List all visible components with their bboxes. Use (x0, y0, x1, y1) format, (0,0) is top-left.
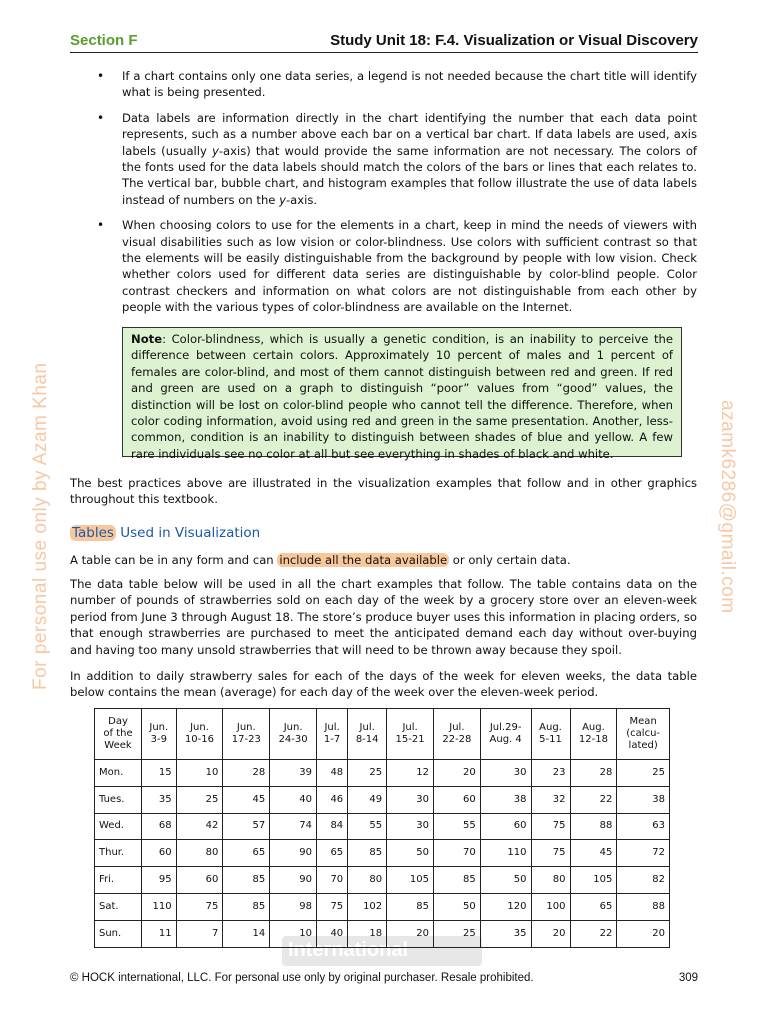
sales-cell: 49 (348, 786, 387, 813)
sales-cell: 28 (223, 760, 270, 787)
note-text: : Color-blindness, which is usually a genetic condition, is an inability to perceive the difference between certain colors. Approximately 10 percent of males and 1 percent of females are color-blind, and most of them cannot distinguish between red and green. If red and green are used on a graph to distinguish “poor” values from “good” values, the distinction will be lost on color-blind people who cannot tell the difference. Therefore, when color coding information, avoid using red and green in the same presentation. Another, less-common, condition is an inability to distinguish between shades of blue and yellow. A few rare individuals see no color at all but see everything in shades of black and white. (131, 332, 673, 461)
sales-cell: 50 (387, 840, 434, 867)
header-rule (70, 52, 698, 53)
header-line: Jun. (190, 722, 209, 733)
header-week (270, 709, 317, 760)
mean-cell: 63 (617, 813, 670, 840)
strawberry-sales-table (94, 708, 670, 948)
best-practices-list (94, 68, 697, 325)
header-week (433, 709, 480, 760)
header-mean (617, 709, 670, 760)
sales-cell: 88 (570, 813, 617, 840)
header-line: Jul. (324, 722, 340, 733)
footer-copyright: © HOCK international, LLC. For personal use only by original purchaser. Resale prohibited. (70, 972, 534, 984)
sales-cell: 74 (270, 813, 317, 840)
sales-cell: 50 (433, 893, 480, 920)
mean-cell: 25 (617, 760, 670, 787)
sales-cell: 85 (387, 893, 434, 920)
header-line: Aug. (582, 722, 605, 733)
table-row (95, 760, 670, 787)
background-logo-text: International (288, 939, 409, 961)
sales-cell: 32 (531, 786, 570, 813)
sales-cell: 60 (433, 786, 480, 813)
sales-cell: 35 (480, 920, 531, 947)
header-line: (calcu- (626, 728, 661, 739)
section-label: Section F (70, 32, 138, 49)
header-week (223, 709, 270, 760)
sales-cell: 42 (176, 813, 223, 840)
sales-cell: 20 (531, 920, 570, 947)
row-day-label: Fri. (95, 867, 142, 894)
header-week (570, 709, 617, 760)
table-row (95, 840, 670, 867)
page-header (70, 32, 698, 54)
sales-cell: 75 (176, 893, 223, 920)
sales-cell: 10 (270, 920, 317, 947)
sales-cell: 65 (570, 893, 617, 920)
sales-cell: 80 (348, 867, 387, 894)
sales-cell: 22 (570, 786, 617, 813)
bullet-text-part: Data labels are information directly in the chart identifying the number that each data point represents, such as a number above each bar on a vertical bar chart. If data labels are used, axis labels (usually (122, 110, 697, 158)
header-week (176, 709, 223, 760)
sales-cell: 35 (142, 786, 177, 813)
sales-cell: 15 (142, 760, 177, 787)
header-week (142, 709, 177, 760)
sales-cell: 60 (480, 813, 531, 840)
watermark-personal-use: For personal use only by Azam Khan (30, 362, 51, 690)
mean-cell: 72 (617, 840, 670, 867)
sales-cell: 70 (433, 840, 480, 867)
header-line: Mean (629, 716, 657, 727)
sales-cell: 90 (270, 867, 317, 894)
mean-cell: 82 (617, 867, 670, 894)
header-week (348, 709, 387, 760)
sales-cell: 85 (348, 840, 387, 867)
sales-cell: 48 (317, 760, 348, 787)
para-data-table: The data table below will be used in all the chart examples that follow. The table contains data on the number of pounds of strawberries sold on each day of the week by a grocery store over an eleven-week period from June 3 through August 18. The store’s produce buyer uses this information in placing orders, so that enough strawberries are purchased to meet the anticipated demand each day without over-buying and having too many unsold strawberries that will need to be thrown away because they spoil. (70, 577, 697, 657)
sales-cell: 18 (348, 920, 387, 947)
bullet-italic-y: y (279, 192, 286, 207)
sales-cell: 105 (387, 867, 434, 894)
sales-cell: 65 (317, 840, 348, 867)
page-number: 309 (678, 972, 698, 984)
note-box (122, 327, 682, 461)
table-row (95, 893, 670, 920)
header-line: Jul. (402, 722, 418, 733)
study-unit-title: Study Unit 18: F.4. Visualization or Visual Discovery (330, 32, 698, 49)
para-table-forms (70, 552, 697, 568)
sales-cell: 38 (480, 786, 531, 813)
sales-cell: 68 (142, 813, 177, 840)
bullet-italic-y: y (211, 143, 219, 158)
sales-cell: 110 (142, 893, 177, 920)
sales-cell: 102 (348, 893, 387, 920)
sales-cell: 75 (531, 840, 570, 867)
bullet-colors (122, 217, 697, 315)
sales-cell: 39 (270, 760, 317, 787)
header-line: 1-7 (323, 734, 341, 745)
sales-cell: 46 (317, 786, 348, 813)
header-day-of-week (95, 709, 142, 760)
sales-cell: 40 (317, 920, 348, 947)
header-line: 22-28 (442, 734, 472, 745)
header-week (317, 709, 348, 760)
sales-cell: 105 (570, 867, 617, 894)
sales-cell: 95 (142, 867, 177, 894)
sales-cell: 11 (142, 920, 177, 947)
sales-cell: 84 (317, 813, 348, 840)
note-label: Note (131, 332, 163, 346)
mean-cell: 20 (617, 920, 670, 947)
para-mean: In addition to daily strawberry sales for each of the days of the week for eleven weeks, the data table below contains the mean (average) for each day of the week over the eleven-week period. (70, 669, 697, 700)
header-line: of the (103, 728, 133, 739)
row-day-label: Thur. (95, 840, 142, 867)
watermark-email: azamk6286@gmail.com (717, 400, 738, 614)
section-heading-highlight: Tables (72, 525, 114, 541)
table-row (95, 786, 670, 813)
header-line: 10-16 (184, 734, 214, 745)
mean-cell: 88 (617, 893, 670, 920)
mean-cell: 38 (617, 786, 670, 813)
sales-cell: 22 (570, 920, 617, 947)
header-line: 17-23 (231, 734, 261, 745)
table-header-row (95, 709, 670, 760)
table-row (95, 813, 670, 840)
header-week (387, 709, 434, 760)
row-day-label: Sat. (95, 893, 142, 920)
row-day-label: Wed. (95, 813, 142, 840)
header-line: Jul. (359, 722, 375, 733)
bullet-legend (122, 68, 697, 101)
header-line: Jul.29- (489, 722, 522, 733)
header-line: Jul. (449, 722, 465, 733)
sales-cell: 85 (223, 893, 270, 920)
sales-cell: 7 (176, 920, 223, 947)
sales-cell: 100 (531, 893, 570, 920)
sales-cell: 75 (531, 813, 570, 840)
header-line: Aug. 4 (489, 734, 522, 745)
section-heading (70, 525, 260, 541)
sales-cell: 25 (176, 786, 223, 813)
header-line: Jun. (283, 722, 303, 733)
sales-cell: 55 (433, 813, 480, 840)
sales-cell: 14 (223, 920, 270, 947)
sales-cell: 10 (176, 760, 223, 787)
sales-cell: 98 (270, 893, 317, 920)
header-line: Jun. (236, 722, 256, 733)
sales-cell: 110 (480, 840, 531, 867)
sales-cell: 25 (348, 760, 387, 787)
sales-cell: 90 (270, 840, 317, 867)
header-line: Aug. (539, 722, 562, 733)
sales-cell: 120 (480, 893, 531, 920)
header-line: Jun. (149, 722, 169, 733)
sales-cell: 45 (223, 786, 270, 813)
sales-cell: 30 (480, 760, 531, 787)
sales-cell: 20 (387, 920, 434, 947)
header-week (480, 709, 531, 760)
sales-cell: 80 (531, 867, 570, 894)
sales-cell: 30 (387, 813, 434, 840)
sales-cell: 60 (142, 840, 177, 867)
header-line: lated) (628, 740, 658, 751)
header-line: Day (108, 716, 128, 727)
para-table-highlight: include all the data available (279, 553, 448, 567)
bullet-colors-text: When choosing colors to use for the elements in a chart, keep in mind the needs of viewers with visual disabilities such as low vision or color-blindness. Use colors with sufficient contrast so that the elements will be easily distinguishable from the background by people with low vision. Check whether colors used for different data series are distinguishable by color-blind people. Color contrast checkers and information on what colors are not distinguishable from each other by people with the various types of color-blindness are available on the Internet. (122, 218, 697, 315)
sales-cell: 45 (570, 840, 617, 867)
sales-cell: 60 (176, 867, 223, 894)
table-body (95, 760, 670, 948)
table-row (95, 867, 670, 894)
bullet-text-part: -axis) that would provide the same information are not necessary. The colors of the fonts used for the data labels should match the colors of the bars or lines that each relates to. The vertical bar, bubble chart, and histogram examples that follow illustrate the use of data labels instead of numbers on the (122, 143, 697, 207)
header-line: 3-9 (150, 734, 167, 745)
sales-cell: 50 (480, 867, 531, 894)
header-week (531, 709, 570, 760)
sales-cell: 20 (433, 760, 480, 787)
row-day-label: Tues. (95, 786, 142, 813)
sales-cell: 75 (317, 893, 348, 920)
bullet-text-part: -axis. (286, 192, 318, 207)
sales-cell: 70 (317, 867, 348, 894)
header-line: 8-14 (355, 734, 379, 745)
sales-cell: 85 (223, 867, 270, 894)
header-line: 24-30 (278, 734, 308, 745)
sales-cell: 23 (531, 760, 570, 787)
sales-cell: 25 (433, 920, 480, 947)
header-line: 5-11 (539, 734, 562, 745)
sales-cell: 65 (223, 840, 270, 867)
bullet-legend-text: If a chart contains only one data series, a legend is not needed because the chart title will identify what is being presented. (122, 69, 697, 100)
para-table-post: or only certain data. (449, 553, 571, 567)
header-line: 15-21 (395, 734, 425, 745)
sales-cell: 40 (270, 786, 317, 813)
para-best-practices: The best practices above are illustrated in the visualization examples that follow and in other graphics throughout this textbook. (70, 476, 697, 507)
bullet-data-labels (122, 110, 697, 208)
sales-cell: 28 (570, 760, 617, 787)
sales-cell: 57 (223, 813, 270, 840)
section-heading-rest: Used in Visualization (115, 525, 261, 541)
table-row (95, 920, 670, 947)
sales-cell: 85 (433, 867, 480, 894)
sales-cell: 12 (387, 760, 434, 787)
header-line: 12-18 (578, 734, 608, 745)
sales-cell: 80 (176, 840, 223, 867)
header-line: Week (104, 740, 132, 751)
row-day-label: Mon. (95, 760, 142, 787)
row-day-label: Sun. (95, 920, 142, 947)
table-head (95, 709, 670, 760)
sales-cell: 30 (387, 786, 434, 813)
para-table-pre: A table can be in any form and can (70, 553, 278, 567)
sales-cell: 55 (348, 813, 387, 840)
